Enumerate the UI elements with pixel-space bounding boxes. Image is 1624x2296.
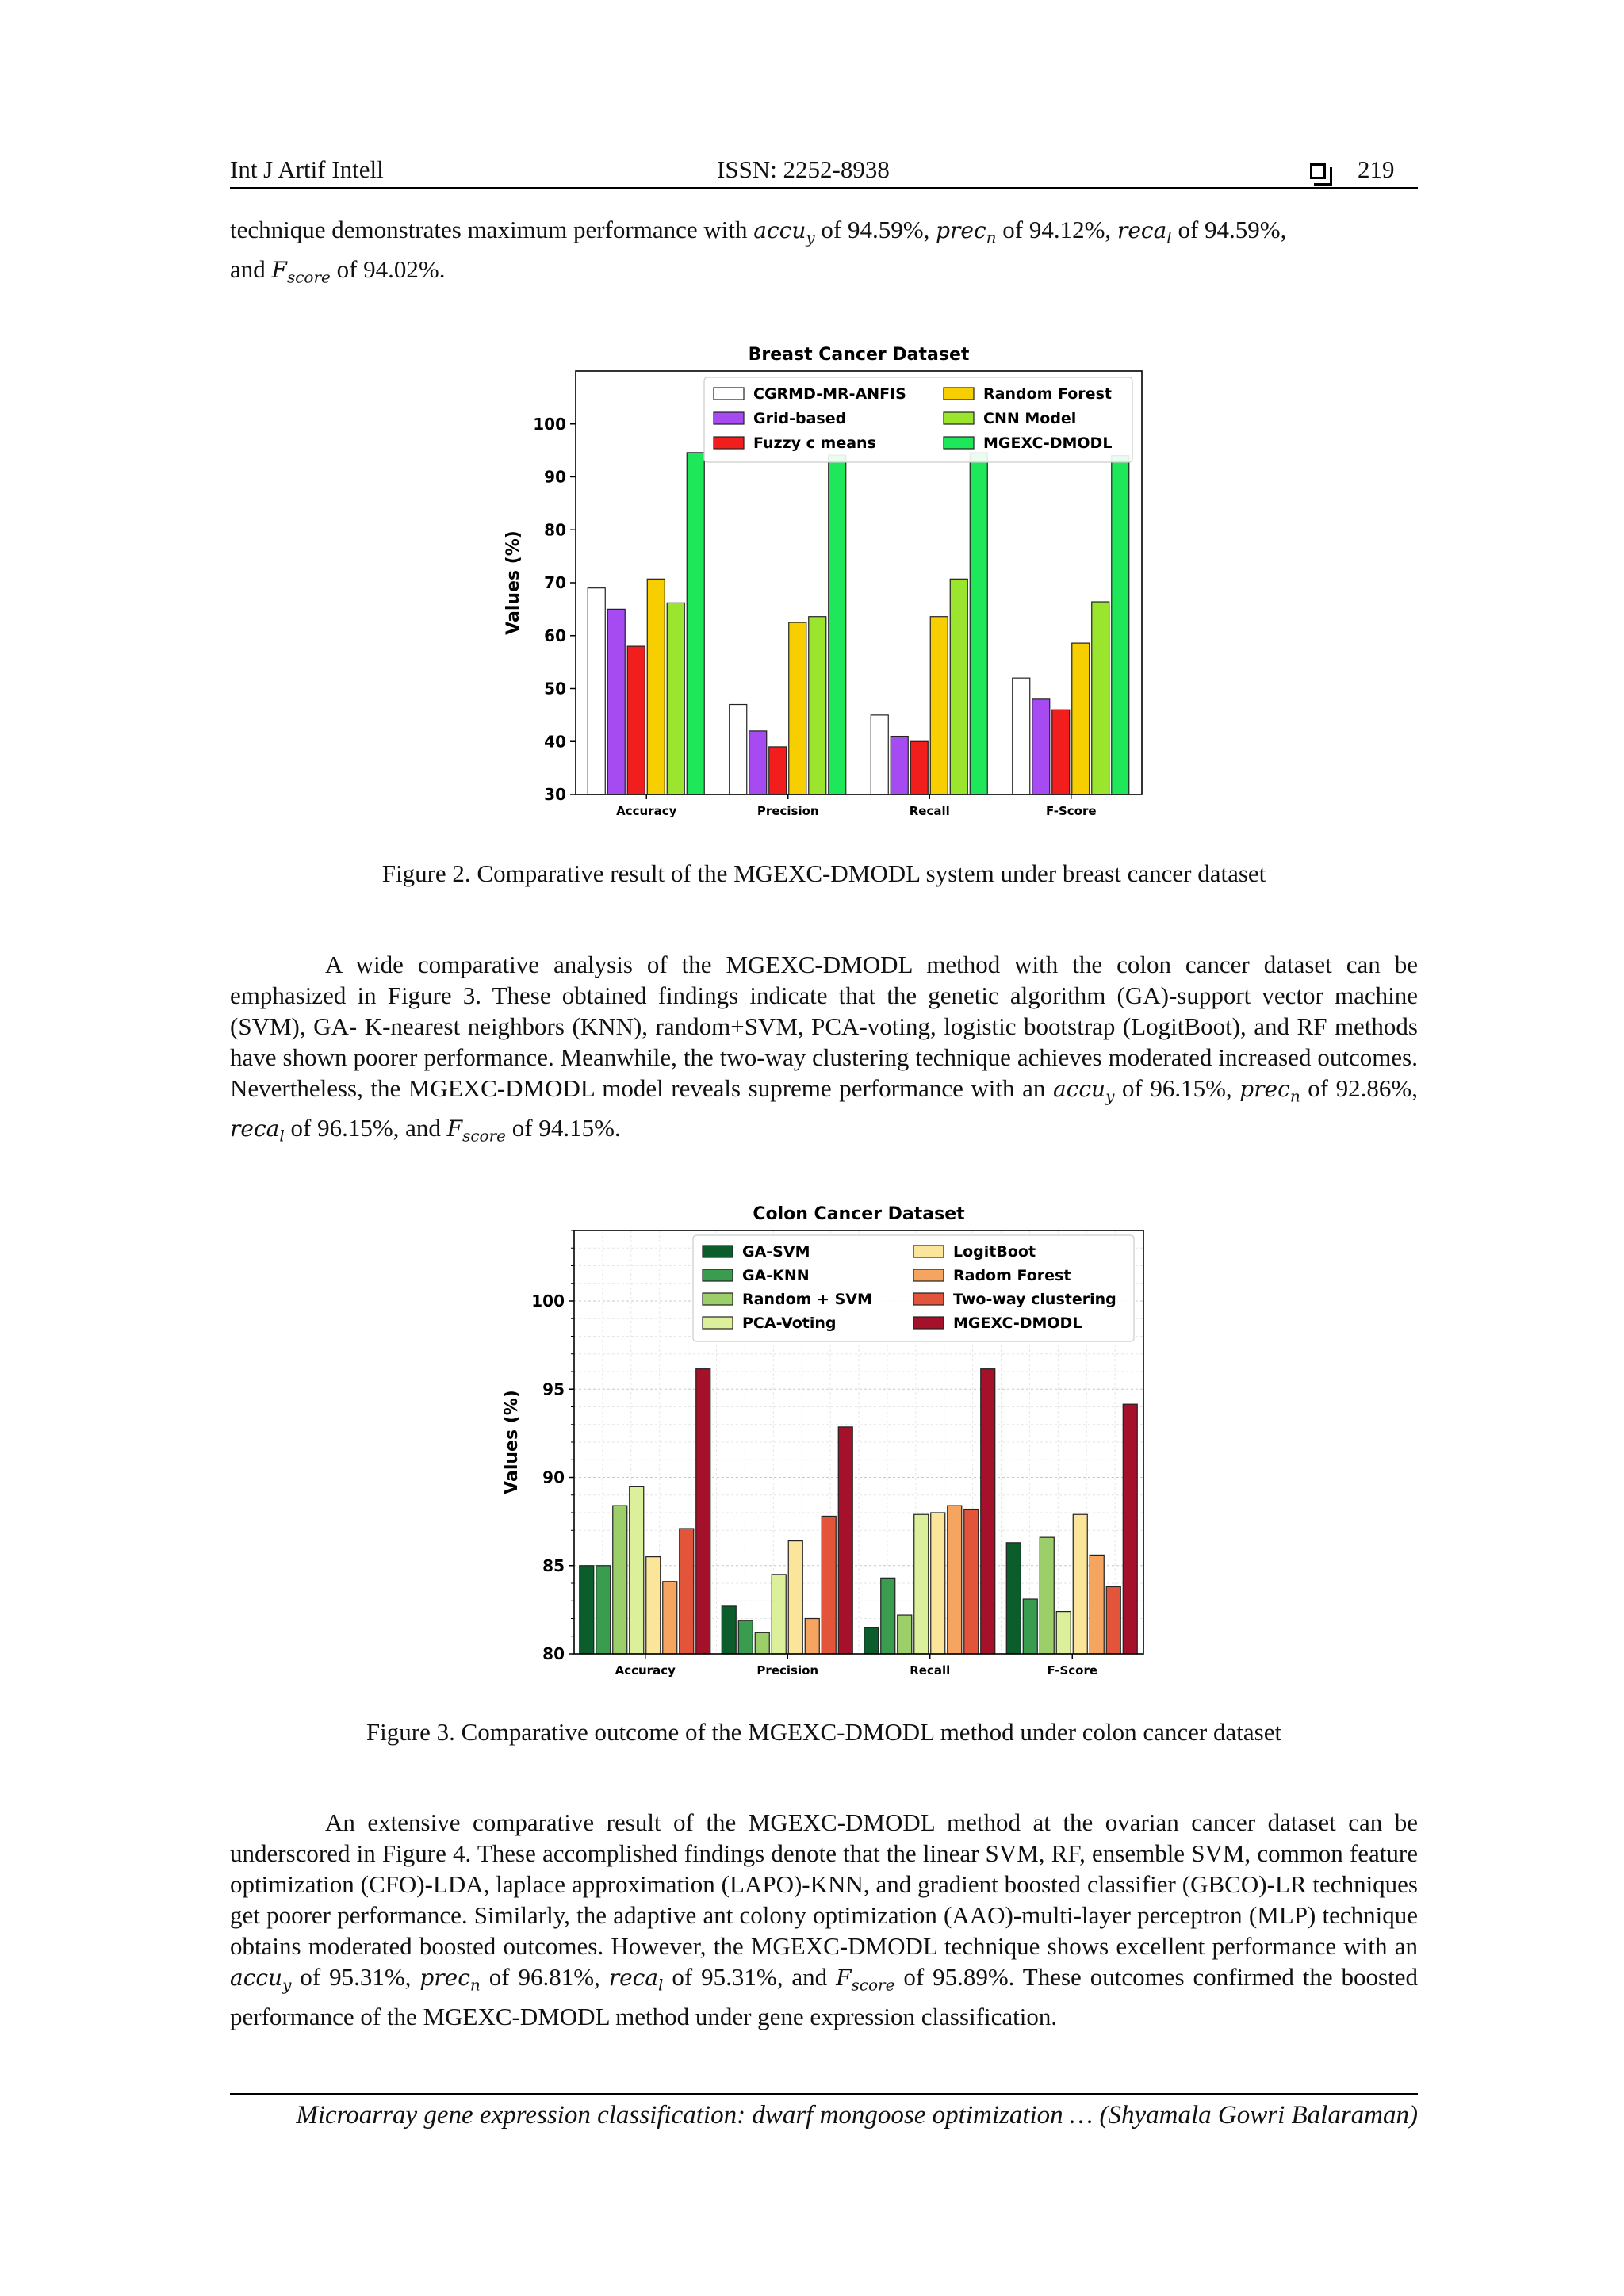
x-tick-label: Recall bbox=[909, 804, 950, 818]
bar-grid-based-recall bbox=[891, 737, 908, 794]
figure-2-caption: Figure 2. Comparative result of the MGEXC-DMODL system under breast cancer dataset bbox=[381, 859, 1266, 887]
footer-rule bbox=[230, 2093, 1418, 2095]
bar-radom-forest-f-score bbox=[1090, 1555, 1104, 1654]
bar-fuzzy-c-means-precision bbox=[769, 747, 787, 794]
bar-ga-knn-accuracy bbox=[596, 1566, 611, 1654]
x-tick-label: F-Score bbox=[1047, 1663, 1098, 1678]
page-number: 219 bbox=[1358, 155, 1395, 183]
bar-logitboot-precision bbox=[788, 1541, 802, 1654]
bar-radom-forest-recall bbox=[948, 1506, 962, 1654]
y-tick-label: 60 bbox=[544, 626, 566, 645]
bar-logitboot-f-score bbox=[1073, 1514, 1087, 1654]
bar-radom-forest-precision bbox=[805, 1619, 819, 1655]
legend-label: PCA-Voting bbox=[742, 1314, 837, 1332]
chart-title: Colon Cancer Dataset bbox=[753, 1204, 965, 1224]
bar-cgrmd-mr-anfis-f-score bbox=[1013, 678, 1030, 794]
bar-ga-knn-recall bbox=[881, 1578, 895, 1654]
fscore-symbol: $F_{score}$ bbox=[271, 256, 331, 287]
legend-label: Two-way clustering bbox=[953, 1291, 1116, 1308]
legend-swatch bbox=[703, 1246, 733, 1257]
legend-swatch bbox=[944, 388, 974, 400]
journal-name: Int J Artif Intell bbox=[230, 155, 384, 183]
bar-pca-voting-accuracy bbox=[630, 1487, 644, 1654]
bar-random-svm-precision bbox=[755, 1632, 769, 1654]
bar-cgrmd-mr-anfis-accuracy bbox=[588, 588, 605, 794]
y-tick-label: 100 bbox=[531, 1292, 565, 1311]
legend-label: MGEXC-DMODL bbox=[983, 434, 1113, 452]
paragraph-3: An extensive comparative result of the MGEXC-DMODL method at the ovarian cancer dataset can be underscored in Figure 4. These accomplished findings denote that the linear SVM, RF, ensemble SVM, common feature optimization (CFO)-LDA, laplace approximation (LAPO)-KNN, and gradient boosted classifier (GBCO)-LR techniques get poorer performance. Similarly, the adaptive ant colony optimization (AAO)-multi-layer perceptron (MLP) technique obtains moderated boosted outcomes. However, the MGEXC-DMODL technique shows excellent performance with an accu$_y$ of 95.31%, prec$_n$ of 96.81%, reca$_l$ of 95.31%, and $F_{score}$ of 95.89%. These outcomes confirmed the boosted performance of the MGEXC-DMODL method under gene expression classification. bbox=[230, 1808, 1418, 2030]
colon-cancer-chart bbox=[476, 1197, 1174, 1705]
bar-ga-knn-f-score bbox=[1023, 1599, 1037, 1654]
bar-logitboot-accuracy bbox=[646, 1557, 661, 1654]
legend-label: GA-KNN bbox=[742, 1267, 810, 1284]
x-tick-label: Precision bbox=[756, 1663, 819, 1678]
bar-ga-svm-precision bbox=[722, 1606, 736, 1654]
y-axis-label: Values (%) bbox=[502, 1390, 522, 1494]
legend-label: CNN Model bbox=[983, 410, 1077, 427]
bar-random-forest-precision bbox=[789, 622, 806, 794]
y-tick-label: 30 bbox=[544, 785, 566, 804]
bar-cnn-model-f-score bbox=[1092, 602, 1109, 794]
legend-swatch bbox=[914, 1269, 944, 1281]
x-tick-label: Recall bbox=[910, 1663, 951, 1678]
issn: ISSN: 2252-8938 bbox=[717, 155, 890, 183]
bar-cnn-model-accuracy bbox=[667, 603, 684, 794]
legend-label: Fuzzy c means bbox=[753, 434, 876, 452]
bar-random-forest-accuracy bbox=[647, 579, 665, 794]
bar-random-svm-f-score bbox=[1040, 1537, 1054, 1654]
x-tick-label: Precision bbox=[756, 804, 819, 818]
legend-swatch bbox=[714, 412, 744, 424]
reca-symbol: reca$_l$ bbox=[1116, 217, 1172, 247]
legend-label: Random + SVM bbox=[742, 1291, 872, 1308]
bar-mgexc-dmodl-precision bbox=[838, 1427, 852, 1654]
bar-radom-forest-accuracy bbox=[663, 1582, 677, 1654]
bar-fuzzy-c-means-f-score bbox=[1052, 710, 1070, 794]
legend-label: CGRMD-MR-ANFIS bbox=[753, 385, 906, 403]
bar-mgexc-dmodl-f-score bbox=[1112, 456, 1129, 794]
x-tick-label: Accuracy bbox=[616, 804, 677, 818]
bar-grid-based-f-score bbox=[1032, 699, 1050, 794]
paragraph-2: A wide comparative analysis of the MGEXC-DMODL method with the colon cancer dataset can be emphasized in Figure 3. These obtained findings indicate that the genetic algorithm (GA)-support vector machine (SVM), GA- K-nearest neighbors (KNN), random+SVM, PCA-voting, logistic bootstrap (LogitBoot), and RF methods have shown poorer performance. Meanwhile, the two-way clustering technique achieves moderated increased outcomes. Nevertheless, the MGEXC-DMODL model reveals supreme performance with an accu$_y$ of 96.15%, prec$_n$ of 92.86%, reca$_l$ of 96.15%, and $F_{score}$ of 94.15%. bbox=[230, 951, 1418, 1146]
bar-mgexc-dmodl-recall bbox=[981, 1369, 995, 1654]
legend-swatch bbox=[703, 1293, 733, 1305]
bar-ga-knn-precision bbox=[738, 1621, 753, 1654]
chart-title: Breast Cancer Dataset bbox=[748, 345, 970, 365]
legend-swatch bbox=[703, 1317, 733, 1329]
square-bullet-icon bbox=[1310, 163, 1326, 179]
bar-mgexc-dmodl-recall bbox=[970, 453, 987, 794]
bar-ga-svm-recall bbox=[864, 1628, 879, 1654]
bar-two-way-clustering-recall bbox=[964, 1510, 979, 1654]
bar-cgrmd-mr-anfis-precision bbox=[730, 705, 747, 794]
legend-swatch bbox=[944, 437, 974, 449]
bar-pca-voting-f-score bbox=[1056, 1612, 1071, 1654]
bar-mgexc-dmodl-precision bbox=[829, 455, 846, 794]
y-tick-label: 85 bbox=[542, 1556, 565, 1575]
y-axis-label: Values (%) bbox=[504, 530, 523, 635]
bar-two-way-clustering-accuracy bbox=[680, 1529, 694, 1654]
bar-grid-based-accuracy bbox=[607, 609, 625, 794]
bar-random-svm-accuracy bbox=[613, 1506, 627, 1654]
bar-grid-based-precision bbox=[749, 731, 767, 794]
bar-fuzzy-c-means-accuracy bbox=[627, 646, 645, 794]
bar-two-way-clustering-f-score bbox=[1106, 1586, 1120, 1654]
bar-ga-svm-accuracy bbox=[580, 1566, 594, 1654]
bar-mgexc-dmodl-accuracy bbox=[696, 1369, 710, 1654]
bar-fuzzy-c-means-recall bbox=[910, 741, 928, 794]
bar-mgexc-dmodl-accuracy bbox=[687, 453, 704, 794]
bar-random-forest-recall bbox=[930, 617, 948, 794]
y-tick-label: 50 bbox=[544, 679, 566, 698]
y-tick-label: 95 bbox=[542, 1380, 565, 1399]
bar-cnn-model-recall bbox=[950, 579, 967, 794]
y-tick-label: 90 bbox=[542, 1468, 565, 1487]
figure-3-caption: Figure 3. Comparative outcome of the MGEXC-DMODL method under colon cancer dataset bbox=[366, 1718, 1282, 1746]
legend-label: LogitBoot bbox=[953, 1243, 1036, 1261]
bar-random-forest-f-score bbox=[1072, 643, 1090, 794]
x-tick-label: Accuracy bbox=[615, 1663, 676, 1678]
y-tick-label: 100 bbox=[533, 414, 566, 434]
header-rule bbox=[230, 187, 1418, 189]
legend-label: Random Forest bbox=[983, 385, 1112, 403]
y-tick-label: 90 bbox=[544, 467, 566, 487]
legend-label: MGEXC-DMODL bbox=[953, 1314, 1082, 1332]
legend-label: Radom Forest bbox=[953, 1267, 1071, 1284]
legend-swatch bbox=[714, 437, 744, 449]
bar-cgrmd-mr-anfis-recall bbox=[871, 715, 888, 794]
legend-swatch bbox=[914, 1317, 944, 1329]
legend-label: GA-SVM bbox=[742, 1243, 810, 1261]
bar-two-way-clustering-precision bbox=[822, 1516, 836, 1654]
breast-cancer-chart bbox=[476, 333, 1174, 840]
bar-pca-voting-precision bbox=[772, 1575, 786, 1654]
y-tick-label: 80 bbox=[542, 1644, 565, 1663]
legend-label: Grid-based bbox=[753, 410, 847, 427]
prec-symbol: prec$_n$ bbox=[936, 217, 997, 247]
page-number-wrap bbox=[1310, 155, 1395, 184]
legend-swatch bbox=[944, 412, 974, 424]
bar-pca-voting-recall bbox=[914, 1514, 929, 1654]
y-tick-label: 70 bbox=[544, 573, 566, 592]
bar-random-svm-recall bbox=[898, 1615, 912, 1654]
paragraph-1: technique demonstrates maximum performance with accu$_y$ of 94.59%, prec$_n$ of 94.12%, reca$_l$ of 94.59%, and $F_{score}$ of 94.02%. bbox=[230, 216, 1287, 287]
x-tick-label: F-Score bbox=[1045, 804, 1097, 818]
bar-logitboot-recall bbox=[931, 1513, 945, 1654]
bar-cnn-model-precision bbox=[809, 617, 826, 794]
bar-mgexc-dmodl-f-score bbox=[1123, 1404, 1137, 1654]
legend-swatch bbox=[703, 1269, 733, 1281]
bar-ga-svm-f-score bbox=[1006, 1543, 1021, 1654]
legend-swatch bbox=[714, 388, 744, 400]
legend-swatch bbox=[914, 1293, 944, 1305]
footer-text: Microarray gene expression classification: dwarf mongoose optimization … (Shyamala Gowri Balaraman) bbox=[296, 2101, 1418, 2130]
accu-symbol: accu$_y$ bbox=[753, 217, 815, 247]
y-tick-label: 40 bbox=[544, 732, 566, 752]
y-tick-label: 80 bbox=[544, 520, 566, 540]
legend-swatch bbox=[914, 1246, 944, 1257]
